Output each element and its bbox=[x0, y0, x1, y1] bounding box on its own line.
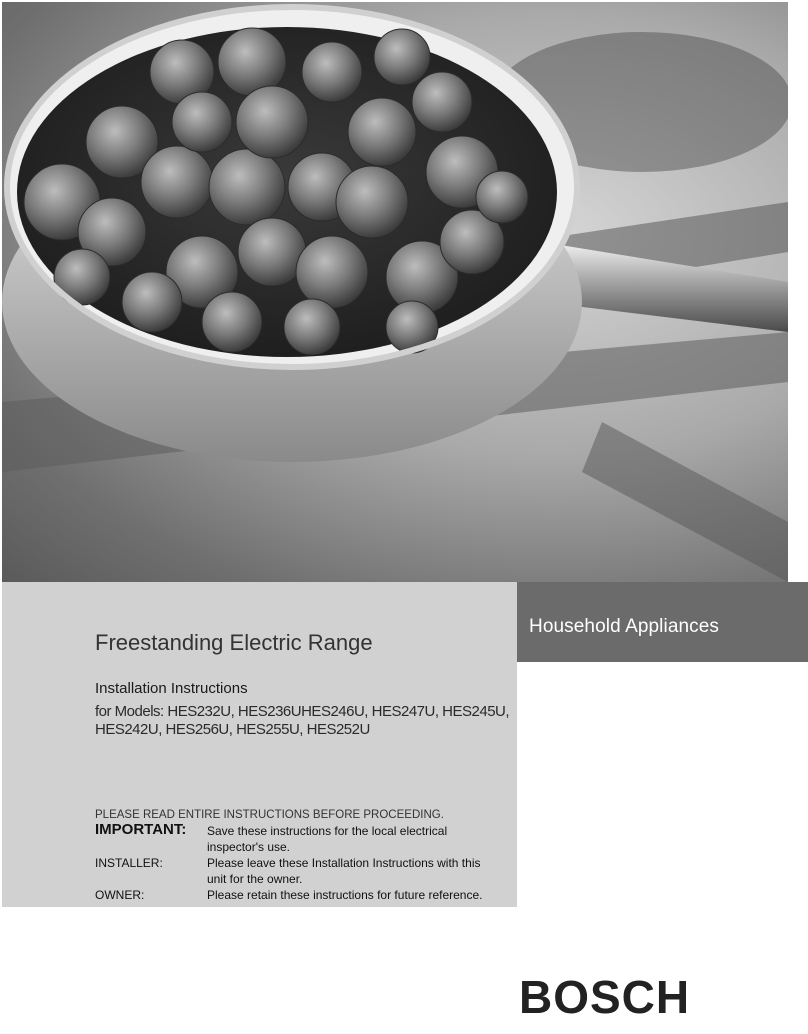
note-text-line: Save these instructions for the local electrical bbox=[207, 824, 448, 838]
note-text bbox=[207, 887, 515, 903]
note-label: OWNER: bbox=[95, 888, 145, 902]
cover-photo bbox=[2, 2, 788, 582]
bosch-logo: BOSCH bbox=[519, 971, 691, 1023]
document-title: Freestanding Electric Range bbox=[95, 630, 373, 655]
brand-bar bbox=[517, 582, 808, 662]
note-text bbox=[207, 823, 515, 855]
note-text-line: inspector's use. bbox=[207, 840, 290, 854]
note-installer bbox=[95, 855, 515, 887]
note-text-line: Please leave these Installation Instructions with this bbox=[207, 856, 481, 870]
model-list bbox=[95, 703, 520, 739]
note-label: INSTALLER: bbox=[95, 856, 163, 870]
note-text bbox=[207, 855, 515, 887]
note-label: IMPORTANT: bbox=[95, 821, 187, 838]
saucepan-raspberries-illustration bbox=[2, 2, 788, 582]
document-subtitle: Installation Instructions bbox=[95, 680, 248, 697]
note-important bbox=[95, 823, 515, 855]
note-text-line: unit for the owner. bbox=[207, 872, 303, 886]
notes-list bbox=[95, 823, 515, 903]
model-list-line: HES242U, HES256U, HES255U, HES252U bbox=[95, 721, 370, 738]
note-owner bbox=[95, 887, 515, 903]
brand-category-label: Household Appliances bbox=[529, 616, 720, 637]
note-text-line: Please retain these instructions for future reference. bbox=[207, 888, 483, 902]
read-instructions-notice: PLEASE READ ENTIRE INSTRUCTIONS BEFORE PROCEEDING. bbox=[95, 809, 444, 821]
model-list-line: for Models: HES232U, HES236UHES246U, HES247U, HES245U, bbox=[95, 703, 510, 720]
